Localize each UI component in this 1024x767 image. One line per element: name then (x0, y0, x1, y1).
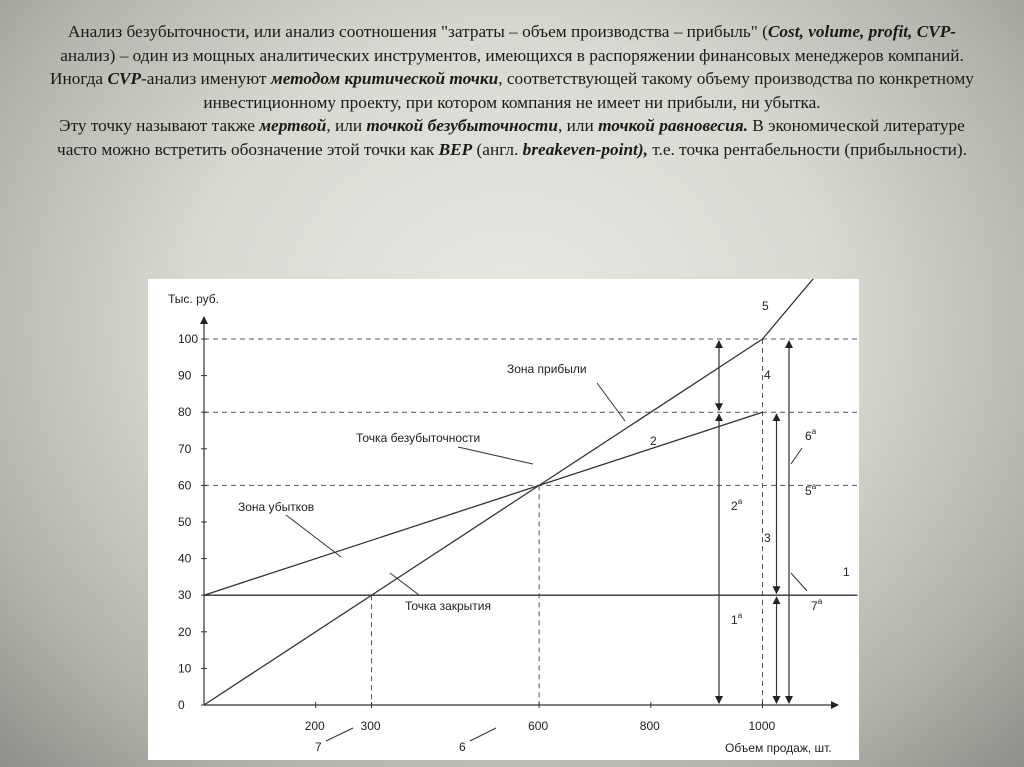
p2-text: Иногда (50, 69, 108, 88)
y-tick-label-100: 100 (178, 332, 199, 346)
y-tick-label-20: 20 (178, 624, 192, 639)
p3-emphasis-breakeven: точкой безубыточности (366, 116, 558, 135)
p2-emphasis-cvp: CVP (107, 69, 142, 88)
label-profit-zone: Зона прибыли (507, 362, 587, 376)
dimension-arrows (286, 341, 807, 741)
p3-text-5: (англ. (472, 139, 523, 159)
slide-text (40, 20, 984, 161)
x-tick-label-200: 200 (304, 719, 325, 733)
label-line-2: 2 (650, 434, 657, 448)
label-arrow-1a: $1^а$ (731, 611, 743, 627)
p3-emphasis-bep: BEP (438, 139, 473, 159)
pointer-6a (791, 448, 802, 464)
p2-text-end: , соответствующей такому объему производства по конкретному инвестиционному проекту, при котором компания не имеет ни прибыли, ни убытка. (203, 69, 974, 112)
pointer-loss-zone (286, 515, 341, 557)
label-arrow-2a: $2^а$ (731, 497, 743, 513)
pointer-6 (470, 728, 496, 741)
y-tick-label-10: 10 (178, 661, 192, 676)
x-tick-label-600: 600 (528, 719, 549, 733)
y-tick-label-40: 40 (178, 551, 192, 566)
p3-text-4: В экономической литературе часто можно встретить обозначение этой точки как (57, 116, 965, 159)
series-line-5 (204, 339, 763, 705)
series-lines (204, 279, 857, 705)
x-axis-title: Объем продаж, шт. (725, 741, 832, 755)
paragraph-2 (50, 69, 974, 112)
p1-text: Анализ безубыточности, или анализ соотношения "затраты – объем производства – прибыль" ( (67, 22, 768, 41)
p3-text-3: , или (557, 116, 599, 135)
label-breakeven-point: Точка безубыточности (356, 431, 481, 445)
y-tick-label-90: 90 (178, 368, 192, 383)
chart-panel (148, 279, 859, 760)
y-tick-label-60: 60 (178, 478, 192, 493)
p3-emphasis-equilibrium: точкой равновесия. (598, 116, 748, 135)
paragraph-1 (60, 22, 964, 65)
label-line-5: 5 (762, 299, 769, 313)
label-line-6a: $6^а$ (805, 427, 817, 443)
paragraph-3 (57, 116, 967, 159)
pointer-7a (791, 573, 807, 591)
pointer-7 (326, 728, 353, 741)
y-tick-label-80: 80 (178, 405, 192, 420)
chart-labels (168, 292, 850, 755)
y-tick-label-30: 30 (178, 588, 192, 603)
pointer-shutdown (390, 573, 419, 595)
x-tick-label-800: 800 (639, 719, 660, 733)
x-tick-label-1000: 1000 (748, 719, 776, 733)
guide-lines (204, 339, 857, 705)
y-tick-label-50: 50 (178, 515, 192, 529)
label-line-7a: $7^а$ (811, 597, 823, 613)
y-axis-title: Тыс. руб. (168, 292, 219, 306)
label-loss-zone: Зона убытков (238, 500, 315, 514)
p2-emphasis-method: методом критической точки (270, 69, 499, 88)
y-tick-label-0: 0 (178, 698, 185, 712)
label-arrow-5a: $5^а$ (805, 482, 817, 498)
p3-text-2: , или (326, 116, 367, 135)
pointer-profit-zone (597, 383, 625, 421)
label-line-1: 1 (843, 565, 850, 579)
x-tick-label-300: 300 (360, 719, 381, 733)
p3-emphasis-breakeven-point: breakeven-point), (522, 139, 648, 159)
label-marker-7: 7 (315, 740, 322, 754)
label-marker-6: 6 (459, 740, 466, 754)
p1-emphasis: Cost, volume, profit, CVP- (767, 22, 957, 41)
breakeven-chart (148, 279, 859, 760)
p3-text: Эту точку называют также (59, 116, 260, 135)
label-arrow-3: 3 (764, 531, 771, 545)
series-line-5-extension (763, 279, 816, 339)
p2-text-mid: -анализ именуют (141, 69, 271, 88)
label-arrow-4: 4 (764, 368, 771, 382)
p3-text-end: т.е. точка рентабельности (прибыльности). (647, 139, 967, 159)
y-tick-label-70: 70 (178, 441, 192, 456)
label-shutdown-point: Точка закрытия (405, 599, 491, 613)
pointer-breakeven (458, 447, 533, 464)
p3-emphasis-dead: мертвой (259, 116, 327, 135)
p1-text-end: анализ) – один из мощных аналитических инструментов, имеющихся в распоряжении финансовых менеджеров компаний. (60, 45, 964, 65)
